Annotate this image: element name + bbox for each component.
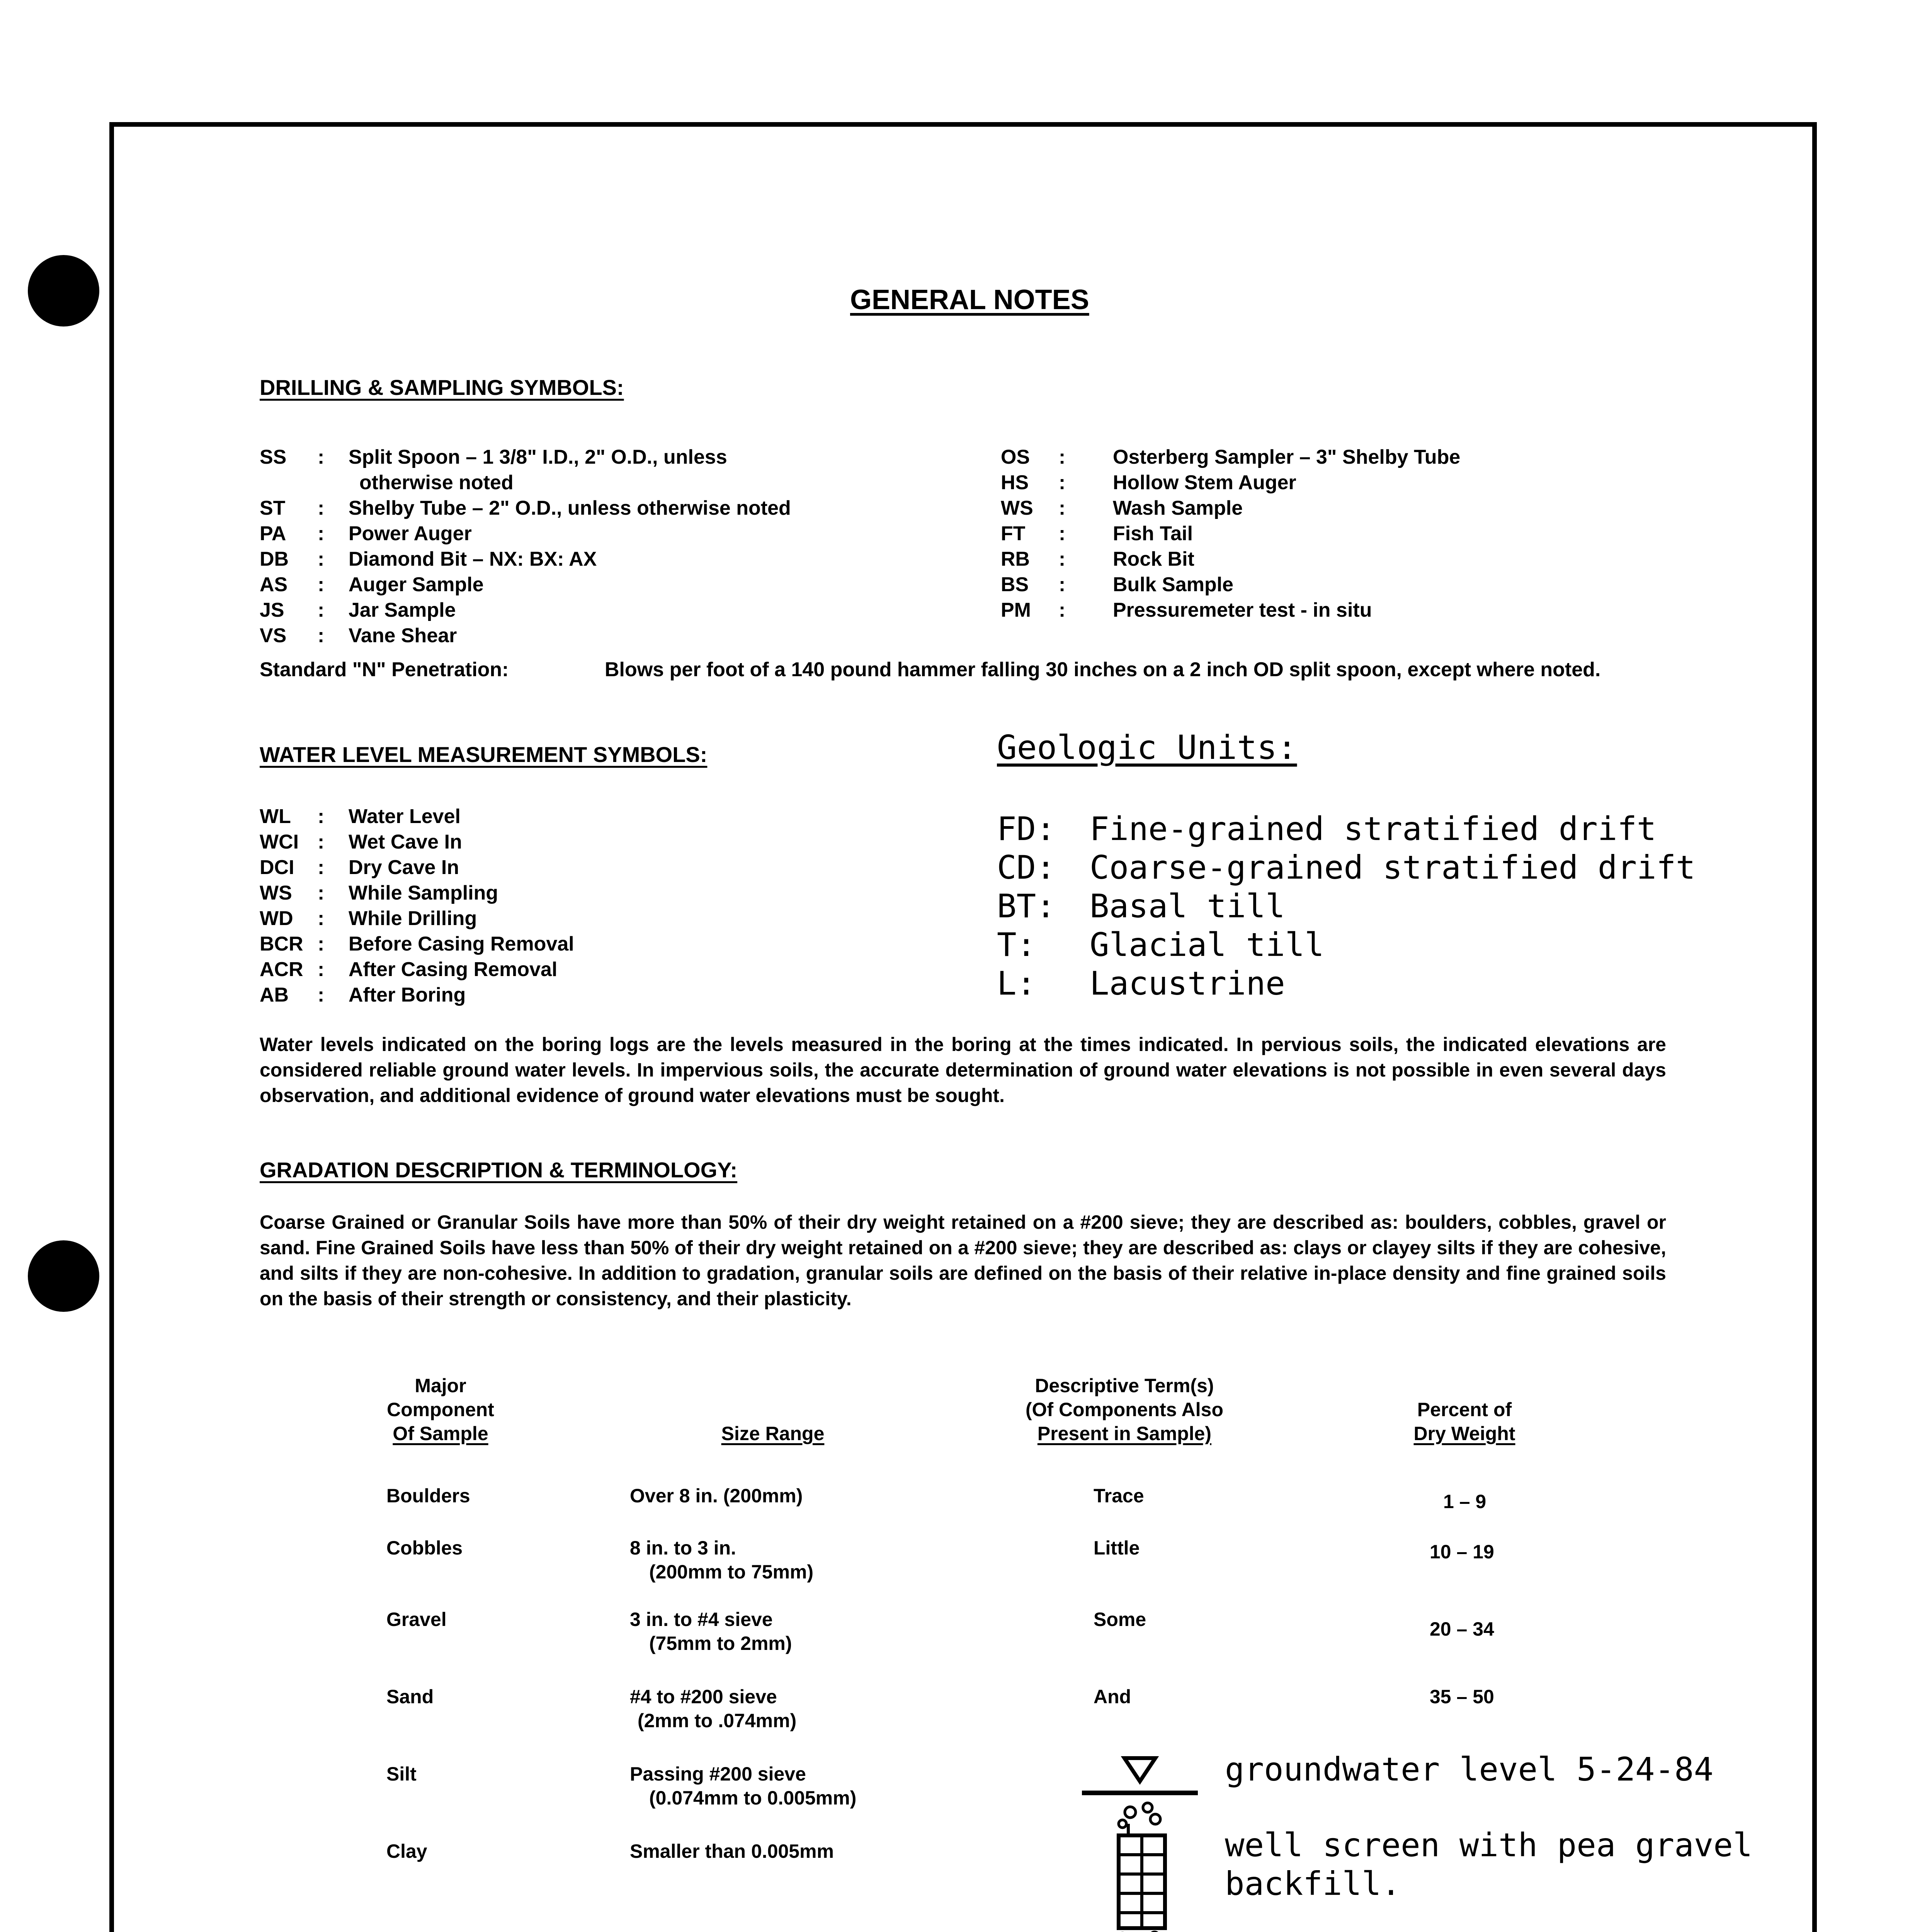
page-title: GENERAL NOTES bbox=[850, 284, 1089, 315]
list-item: VS : Vane Shear bbox=[260, 624, 457, 647]
list-item: WD : While Drilling bbox=[260, 907, 477, 930]
geologic-unit: T: Glacial till bbox=[997, 926, 1324, 964]
list-item: FT : Fish Tail bbox=[1001, 522, 1193, 545]
binder-hole-middle bbox=[28, 1240, 99, 1312]
percent-dry-weight-header: Percent of Dry Weight bbox=[1413, 1399, 1515, 1444]
size-range-header: Size Range bbox=[721, 1423, 825, 1444]
binder-hole-top bbox=[28, 255, 99, 327]
component-name: Gravel bbox=[386, 1609, 447, 1630]
list-item: WS : Wash Sample bbox=[1001, 497, 1243, 519]
list-item: ACR : After Casing Removal bbox=[260, 958, 558, 981]
major-component-header: Major Component Of Sample bbox=[387, 1375, 494, 1444]
size-range: Passing #200 sieve (0.074mm to 0.005mm) bbox=[630, 1763, 857, 1809]
list-item: RB : Rock Bit bbox=[1001, 548, 1194, 570]
geologic-unit: FD: Fine-grained stratified drift bbox=[997, 810, 1656, 848]
list-item: AS : Auger Sample bbox=[260, 573, 484, 596]
size-range: 8 in. to 3 in. (200mm to 75mm) bbox=[630, 1537, 814, 1583]
percent-range: 1 – 9 bbox=[1443, 1491, 1486, 1512]
list-item: DCI : Dry Cave In bbox=[260, 856, 459, 879]
list-item: WS : While Sampling bbox=[260, 882, 498, 904]
component-name: Silt bbox=[386, 1763, 417, 1785]
list-item: BCR : Before Casing Removal bbox=[260, 933, 574, 955]
list-item: WL : Water Level bbox=[260, 805, 461, 828]
list-item: PA : Power Auger bbox=[260, 522, 472, 545]
geologic-unit: L: Lacustrine bbox=[997, 964, 1285, 1002]
drilling-right-list bbox=[1001, 444, 1460, 623]
geologic-unit: BT: Basal till bbox=[997, 887, 1285, 925]
list-item: DB : Diamond Bit – NX: BX: AX bbox=[260, 548, 597, 570]
penetration-label: Standard "N" Penetration: bbox=[260, 658, 509, 681]
list-item: PM : Pressuremeter test - in situ bbox=[1001, 599, 1372, 621]
gradation-heading: GRADATION DESCRIPTION & TERMINOLOGY: bbox=[260, 1158, 738, 1182]
component-name: Boulders bbox=[386, 1485, 470, 1507]
list-item: ST : Shelby Tube – 2" O.D., unless otherwise noted bbox=[260, 497, 791, 519]
list-item: SS : Split Spoon – 1 3/8" I.D., 2" O.D., unless bbox=[260, 446, 727, 468]
groundwater-label: groundwater level 5-24-84 bbox=[1225, 1750, 1714, 1788]
water-heading: WATER LEVEL MEASUREMENT SYMBOLS: bbox=[260, 742, 707, 767]
penetration-text: Blows per foot of a 140 pound hammer falling 30 inches on a 2 inch OD split spoon, except where noted. bbox=[605, 658, 1601, 681]
groundwater-symbol-icon bbox=[1082, 1754, 1198, 1801]
geologic-heading: Geologic Units: bbox=[997, 728, 1297, 767]
size-range: #4 to #200 sieve (2mm to .074mm) bbox=[630, 1686, 797, 1731]
geologic-unit: CD: Coarse-grained stratified drift bbox=[997, 849, 1696, 886]
descriptive-term: And bbox=[1094, 1686, 1131, 1708]
component-name: Clay bbox=[386, 1840, 427, 1862]
water-paragraph: Water levels indicated on the boring logs are the levels measured in the boring at the times indicated. In pervious soils, the indicated elevations are considered reliable ground water levels. In impervious soils, the accurate determination of ground water elevations is not possible in even several days observation, and additional evidence of ground water elevations must be sought. bbox=[260, 1034, 1666, 1106]
percent-range: 35 – 50 bbox=[1430, 1686, 1494, 1708]
size-range: 3 in. to #4 sieve (75mm to 2mm) bbox=[630, 1609, 792, 1654]
descriptive-term-header: Descriptive Term(s) (Of Components Also Present in Sample) bbox=[1025, 1375, 1223, 1444]
list-item: BS : Bulk Sample bbox=[1001, 573, 1234, 596]
descriptive-term: Trace bbox=[1094, 1485, 1144, 1507]
gradation-paragraph: Coarse Grained or Granular Soils have more than 50% of their dry weight retained on a #200 sieve; they are described as: boulders, cobbles, gravel or sand. Fine Grained Soils have less than 50% of their dry weight retained on a #200 sieve; they are described as: clays or clayey silts if they are cohesive, and silts if they are non-cohesive. In addition to gradation, granular soils are defined on the basis of their relative in-place density and fine grained soils on the basis of their strength or consistency, and their plasticity. bbox=[260, 1211, 1666, 1310]
list-item: OS : Osterberg Sampler – 3" Shelby Tube bbox=[1001, 446, 1461, 468]
component-name: Sand bbox=[386, 1686, 434, 1708]
well-screen-label: well screen with pea gravel backfill. bbox=[1225, 1826, 1753, 1903]
list-item: WCI : Wet Cave In bbox=[260, 831, 462, 853]
drilling-heading: DRILLING & SAMPLING SYMBOLS: bbox=[260, 375, 624, 400]
percent-range: 20 – 34 bbox=[1430, 1618, 1494, 1640]
descriptive-term: Some bbox=[1094, 1609, 1146, 1630]
percent-range: 10 – 19 bbox=[1430, 1541, 1494, 1563]
drilling-left-list bbox=[260, 444, 791, 648]
descriptive-term: Little bbox=[1094, 1537, 1140, 1559]
list-item: JS : Jar Sample bbox=[260, 599, 456, 621]
list-item: AB : After Boring bbox=[260, 984, 466, 1006]
water-symbol-list bbox=[260, 804, 574, 1008]
component-name: Cobbles bbox=[386, 1537, 463, 1559]
size-range: Over 8 in. (200mm) bbox=[630, 1485, 803, 1507]
size-range: Smaller than 0.005mm bbox=[630, 1840, 834, 1862]
list-item: HS : Hollow Stem Auger bbox=[1001, 471, 1296, 494]
well-screen-icon bbox=[1094, 1801, 1186, 1932]
list-item: otherwise noted bbox=[359, 471, 514, 494]
